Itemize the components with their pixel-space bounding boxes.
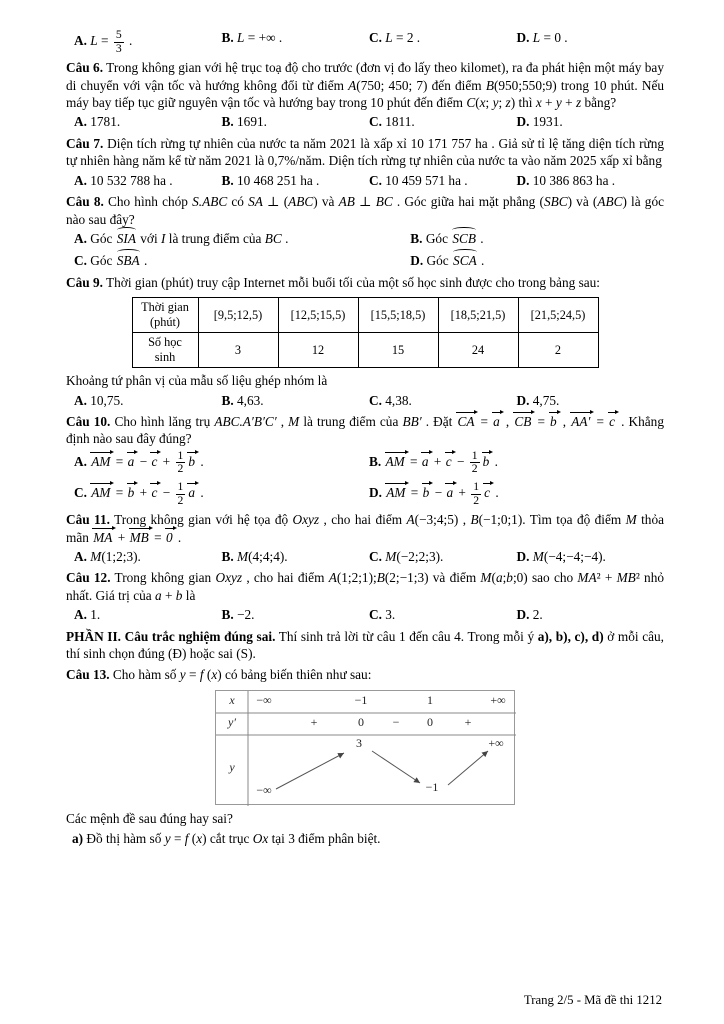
bold-text: B. [221,549,234,565]
vector: MA [93,529,113,545]
bold-text: C. [369,172,382,188]
bold-text: B. [221,392,234,408]
math-text: M [237,549,249,565]
vector: AM [386,485,406,501]
bold-text: B. [410,230,423,246]
table-cell: [18,5;21,5) [438,298,518,333]
bold-text: A. [74,453,87,469]
math-text: BC [375,194,393,210]
option-b: B. 4,63. [221,392,264,408]
question-9-prompt: Khoảng tứ phân vị của mẫu số liệu ghép nhóm là [66,373,328,389]
vector: b [550,413,557,429]
math-text: b [506,570,513,586]
table-row-head: Thời gian (phút) [132,298,198,333]
option-d: D. 4,75. [516,392,560,408]
math-text: L [90,33,98,49]
option-a: A. 1781. [74,114,121,130]
math-text: S.ABC [192,194,228,210]
option-d: D. AM = b − a + $\frac{1}{2}$ c . [369,480,499,507]
table-cell: 24 [438,333,518,368]
variation-table [215,690,515,805]
table-cell: [12,5;15,5) [278,298,358,333]
bbt-y-value: +∞ [488,735,504,750]
math-text: ABC [597,194,623,210]
bold-text: Câu 9. [66,274,103,290]
question-13-statement: Câu 13. Cho hàm số y = f (x) có bảng biến thiên như sau: [66,666,372,682]
question-13-prompt: Các mệnh đề sau đúng hay sai? [66,810,233,826]
bbt-x-value: −∞ [256,692,272,707]
math-text: a [495,570,503,586]
math-text: A [348,77,357,93]
bbt-yprime-label: y′ [228,714,236,729]
option-c: C. 10 459 571 ha . [369,172,468,188]
bold-text: C. [369,607,382,623]
bold-text: D. [516,607,530,623]
bold-text: A. [74,33,87,49]
bbt-y-value: 3 [356,735,362,750]
vector: MB [129,529,149,545]
option-d: D. 2. [516,607,543,623]
vector: AM [385,453,405,469]
math-text: ABC.A′B′C′ [214,413,277,429]
bbt-sign: − [392,714,400,729]
q9-frequency-table [132,297,599,368]
angle-hat: SIA [116,230,136,246]
option-d: D. L = 0 . [516,30,568,45]
bold-text: A. [74,549,87,565]
bbt-y-value: −1 [425,779,439,794]
bold-text: C. [369,549,382,565]
math-text: SBC [543,194,568,210]
bold-text: B. [369,453,382,469]
math-text: a [154,587,162,603]
bold-text: D. [516,114,530,130]
angle-hat: SBA [116,253,140,269]
math-text: B [376,570,385,586]
bold-text: A. [74,114,87,130]
math-text: M [90,549,102,565]
vector: a [188,485,195,501]
fraction: $\frac{1}{2}$ [177,448,184,476]
bold-text: Câu 7. [66,135,104,151]
option-b: B. AM = a + c − $\frac{1}{2}$ b . [369,448,498,476]
angle-hat: SCB [452,230,476,246]
vector: CA [457,413,475,429]
vector: b [188,453,195,469]
bold-text: A. [74,607,87,623]
math-text: A [328,570,337,586]
bbt-x-value: 1 [427,692,433,707]
math-text: y [492,95,499,111]
bold-text: D. [369,485,382,501]
option-c: C. L = 2 . [369,30,421,45]
bold-text: C. [74,485,87,501]
bold-text: C. [369,30,382,45]
fraction: $\frac{5}{3}$ [115,28,122,55]
question-11-statement: Câu 11. Trong không gian với hệ tọa độ Oxyz , cho hai điểm A(−3;4;5) , B(−1;0;1). Tìm tọa độ điểm M thỏa mãn MA + MB = 0 . [66,512,664,545]
bold-text: A. [74,172,87,188]
option-c: C. 1811. [369,114,415,130]
question-11-options [66,548,664,565]
bold-text: B. [221,30,234,45]
bold-text: C. [369,392,382,408]
math-text: B [485,77,494,93]
bbt-sign: + [310,714,318,729]
bold-text: A. [74,392,87,408]
table-cell: [9,5;12,5) [198,298,278,333]
option-a: A. 10 532 788 ha . [74,172,173,188]
increase-arrow [448,751,488,785]
table-cell: 12 [278,333,358,368]
decrease-arrow [372,751,420,783]
option-d: D. 10 386 863 ha . [516,172,616,188]
option-c: C. 3. [369,607,396,623]
math-text: x [535,95,542,111]
bold-text: A. [74,230,87,246]
math-text: y [164,831,171,847]
question-8-statement: Câu 8. Cho hình chóp S.ABC có SA ⊥ (ABC) và AB ⊥ BC . Góc giữa hai mặt phẳng (SBC) và (ABC) là góc nào sau đây? [66,194,665,227]
vector: AA′ [571,413,591,429]
math-text: f [184,831,189,847]
vector: c [151,453,158,469]
option-c: C. Góc SBA . [74,253,148,269]
math-text: L [385,30,393,45]
math-text: y [555,95,562,111]
bold-text: a) [72,831,84,847]
table-cell: 2 [518,333,598,368]
math-text: x [196,831,203,847]
table-data-row [132,333,598,368]
bold-text: Câu 8. [66,194,104,210]
math-text: M [532,549,544,565]
bold-text: D. [516,549,530,565]
table-row-head: Số học sinh [132,333,198,368]
vector: c [445,453,452,469]
option-d: D. M(−4;−4;−4). [516,549,606,565]
bold-text: D. [516,392,530,408]
math-text: I [160,230,166,246]
math-text: MA [577,570,597,586]
option-c: C. M(−2;2;3). [369,549,444,565]
vector: c [609,413,615,429]
math-text: b [175,587,183,603]
fraction: $\frac{1}{2}$ [471,448,478,476]
question-8-options [66,230,664,270]
math-text: f [199,666,204,682]
fraction: $\frac{1}{2}$ [473,480,480,507]
math-text: Oxyz [292,512,320,528]
vector: b [422,485,430,501]
vector: b [127,485,135,501]
math-text: SA [248,194,263,210]
option-a: A. AM = a − c + $\frac{1}{2}$ b . [74,448,204,476]
bold-text: a), b), c), d) [537,628,604,644]
question-6-options [66,113,664,130]
option-b: B. Góc SCB . [410,230,484,246]
question-9-options [66,392,664,409]
bold-text: PHẦN II. Câu trắc nghiệm đúng sai. [66,628,276,644]
option-b: B. M(4;4;4). [221,549,288,565]
table-header-row [132,298,598,333]
bbt-x-label: x [229,692,235,707]
bold-text: D. [410,253,424,269]
option-a: A. M(1;2;3). [74,549,141,565]
bbt-y-value: −∞ [256,782,272,797]
bbt-sign: + [464,714,472,729]
bold-text: B. [221,172,234,188]
vector: AM [91,453,111,469]
vector: a [421,453,429,469]
option-a: A. Góc SIA với I là trung điểm của BC . [74,230,289,246]
bold-text: D. [516,30,530,45]
bold-text: B. [221,114,234,130]
option-c: C. 4,38. [369,392,412,408]
question-10-options [66,450,664,508]
bold-text: Câu 13. [66,666,110,682]
math-text: x [211,666,218,682]
vector: a [446,485,454,501]
math-text: y [179,666,186,682]
option-d: D. Góc SCA . [410,253,485,269]
table-cell: [21,5;24,5) [518,298,598,333]
math-text: BC [264,230,282,246]
option-a: A. 10,75. [74,392,124,408]
table-cell: [15,5;18,5) [358,298,438,333]
increase-arrow [276,753,344,789]
math-text: Ox [252,831,269,847]
math-text: BB′ [402,413,422,429]
math-text: C [466,95,476,111]
math-text: Oxyz [215,570,243,586]
math-text: L [237,30,245,45]
bold-text: B. [221,607,234,623]
vector: 0 [165,529,173,545]
vector: c [151,485,158,501]
bold-text: C. [74,253,87,269]
math-text: A [406,512,415,528]
option-b: B. 10 468 251 ha . [221,172,320,188]
math-text: M [625,512,637,528]
bold-text: Câu 6. [66,60,104,76]
vector: CB [514,413,532,429]
bbt-x-value: +∞ [490,692,506,707]
question-10-statement: Câu 10. Cho hình lăng trụ ABC.A′B′C′ , M là trung điểm của BB′ . Đặt CA = a , CB = b , AA′ = c . Khẳng định nào sau đây đúng? [66,413,664,447]
math-text: x [479,95,486,111]
bbt-x-value: −1 [354,692,368,707]
prev-question-options [66,29,664,55]
bold-text: D. [516,172,530,188]
bbt-y-label: y [229,759,235,774]
math-text: M [288,413,300,429]
math-text: ABC [288,194,314,210]
part2-heading: PHẦN II. Câu trắc nghiệm đúng sai. Thí sinh trả lời từ câu 1 đến câu 4. Trong mỗi ý a), b), c), d) ở mỗi câu, thí sinh chọn đúng (Đ) hoặc sai (S). [66,628,665,662]
page-footer: Trang 2/5 - Mã đề thi 1212 [523,993,662,1007]
option-b: B. L = +∞ . [221,30,283,45]
option-c: C. AM = b + c − $\frac{1}{2}$ a . [74,480,204,507]
math-text: L [532,30,541,45]
option-b: B. 1691. [221,114,267,130]
bbt-sign: 0 [427,714,433,729]
bold-text: Câu 10. [66,413,111,429]
question-6-statement: Câu 6. Trong không gian với hệ trục toạ độ cho trước (đơn vị đo lấy theo kilomet), ra đa phát hiện một máy bay di chuyển với vận tốc và hướng không đổi từ điểm A(750; 450; 7) đến điểm B(950;550;9) trong 10 phút. Nếu máy bay tiếp tục giữ nguyên vận tốc và hướng bay trong 10 phút đến điểm C(x; y; z) thì x + y + z bằng? [66,60,664,111]
option-a: A. L = $\frac{5}{3}$ . [74,28,133,55]
angle-hat: SCA [453,253,477,269]
vector: a [493,413,500,429]
math-text: MB [616,570,636,586]
vector: a [127,453,135,469]
math-text: M [480,570,492,586]
question-7-statement: Câu 7. Diện tích rừng tự nhiên của nước ta năm 2021 là xấp xỉ 10 171 757 ha . Giả sử tỉ lệ tăng diện tích rừng tự nhiên hàng năm kể từ năm 2021 là 0,7%/năm. Diện tích rừng tự nhiên của nước ta vào năm 2025 xấp xỉ bằng [66,135,664,169]
question-9-statement: Câu 9. Thời gian (phút) truy cập Internet mỗi buổi tối của một số học sinh được cho trong bảng sau: [66,274,600,290]
math-text: z [575,95,582,111]
option-d: D. 1931. [516,114,563,130]
vector: c [484,485,490,501]
bold-text: Câu 11. [66,512,110,528]
math-text: AB [338,194,355,210]
math-text: z [505,95,511,111]
bold-text: Câu 12. [66,570,111,586]
bold-text: C. [369,114,382,130]
table-cell: 3 [198,333,278,368]
fraction: $\frac{1}{2}$ [177,480,184,507]
vector: b [482,453,490,469]
vector: AM [91,485,111,501]
option-a: A. 1. [74,607,101,623]
question-7-options [66,172,664,189]
math-text: M [385,549,397,565]
option-b: B. −2. [221,607,255,623]
question-12-options [66,606,664,623]
bbt-sign: 0 [358,714,364,729]
table-cell: 15 [358,333,438,368]
question-13-statement-a: a) Đồ thị hàm số y = f (x) cắt trục Ox tại 3 điểm phân biệt. [72,831,381,847]
math-text: B [470,512,479,528]
question-12-statement: Câu 12. Trong không gian Oxyz , cho hai điểm A(1;2;1);B(2;−1;3) và điểm M(a;b;0) sao cho MA² + MB² nhỏ nhất. Giá trị của a + b là [66,570,664,603]
